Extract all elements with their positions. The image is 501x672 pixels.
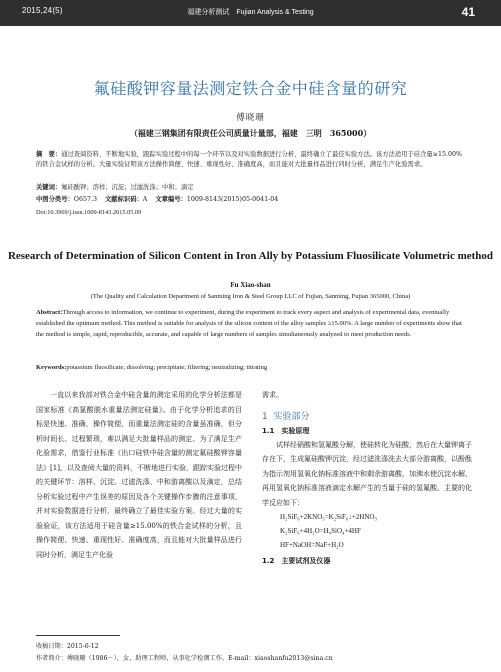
affiliation-en: (The Quality and Calculation Department of Sanming Iron & Steel Group LLC of Fujian, Sanming, Fujian 365000, China)	[90, 293, 411, 300]
author-en: Fu Xiao-shan	[230, 281, 271, 289]
article-no-value: 1009-8143(2015)05-0041-04	[186, 196, 279, 203]
received-date: 收稿日期：2015-6-12	[36, 643, 99, 650]
abstract-en-text: Through access to information, we continue to experiment, during the experiment to track every aspect and analysis of experimental data, eventually established the optimum method. This method is suitable for analysis of the silicon content of the alloy samples ≥15.00%. A large number of experiments show that the method is simple, rapid, reproducible, accurate, and capable of large numbers of samples simultaneously analyzed to meet production needs.	[36, 309, 462, 338]
journal-name: 福建分析测试 Fujian Analysis & Testing	[187, 9, 314, 16]
keywords-cn	[36, 183, 467, 193]
clc-label: 中图分类号：	[36, 196, 74, 203]
clc-value: O657.3	[73, 196, 97, 203]
page-number: 41	[461, 5, 475, 19]
author-cn: 傅晓珊	[236, 113, 265, 123]
equation-3: HF+NaOH=NaF+H₂O	[280, 541, 344, 549]
equation-1: H₂SiF₆+2KNO₃=K₂SiF₆↓+2HNO₃	[280, 513, 377, 521]
article-no-label: 文章编号：	[155, 196, 187, 203]
principle-paragraph: 试样经硝酸和氢氟酸分解，使硅转化为硅酸，然后在大量钾离子存在下，生成氟硅酸钾沉淀，经过滤洗涤洗去大部分游离酸，以酚酞为指示剂用氢氧化钠标准溶液中和剩余游离酸，加沸水使沉淀水解，再用氢氧化钠标准溶液滴定水解产生的当量于硅的氢氟酸。主要的化学反应如下：	[262, 440, 472, 507]
subsection-reagents: 1.2 主要试剂及仪器	[262, 557, 331, 565]
keywords-en-text: potassium fluosilicate; dissolving; precipitate; filtering; neutralizing; titrating	[66, 364, 268, 371]
intro-paragraph: 一直以来我部对铁合金中硅含量的测定采用的化学分析法都是国家标准《高氯酸脱水重量法测定硅量》。由于化学分析追求的目标是快速、准确，操作简便，而重量法测定硅的含量虽准确，但分析时间长、过程繁琐，难以满足大批量样品的测定。为了满足生产化验需求，借鉴行业标准《出口硅铁中硅含量的测定氟硅酸钾容量法》[1]，以及查阅大量的资料，不断地进行实验，跟踪实验过程中的关键环节：溶样、沉淀、过滤洗涤、中和游离酸以及滴定，总结分析实验过程中产生误差的原因及各个关键操作步骤的注意事项，并对实验数据进行分析，最终确立了最佳实验方案。经过大量的实验验证，该方法适用于硅含量≥15.00%的铁合金试样的分析，且操作简便、快速、重现性好、准确度高，而且能对大批量样品进行同时分析，满足生产化验	[36, 391, 242, 559]
abstract-cn-text: 通过查阅资料、不断地实验，跟踪实验过程中的每一个环节以及对实验数据进行分析，最终确立了最佳实验方法。该方法适用于硅含量≥15.00%的铁合金试样的分析。大量实验证明该方法操作简便、快速、重现性好、准确度高，而且能对大批量样品进行同时分析，满足生产化验需求。	[36, 151, 462, 169]
issue-info: 2015,24(5)	[22, 6, 63, 15]
abstract-cn-label: 摘 要：	[36, 151, 62, 158]
doc-code-value: A	[142, 196, 148, 203]
article-title-en: Research of Determination of Silicon Content in Iron Ally by Potassium Fluosilicate Volumetric method	[7, 250, 494, 262]
keywords-en	[36, 362, 467, 373]
keywords-cn-text: 氟硅酸钾；溶样；沉淀；过滤洗涤；中和；滴定	[61, 184, 194, 191]
subsection-principle: 1.1 实验原理	[262, 426, 310, 435]
article-title-cn: 氟硅酸钾容量法测定铁合金中硅含量的研究	[93, 79, 408, 98]
author-note: 作者简介：傅晓珊（1986－），女，助理工程师，从事化学检测工作。E-mail：xiaoshanfu2013@sina.cn	[36, 655, 333, 662]
intro-continuation: 需求。	[262, 391, 283, 399]
section-title: 实验部分	[273, 411, 310, 422]
equation-2: K₂SiF₆+4H₂O=H₄SiO₄+4HF	[280, 527, 361, 535]
right-column	[262, 388, 472, 568]
footnote-divider	[36, 635, 120, 636]
section-heading	[262, 409, 472, 422]
running-header	[0, 0, 501, 26]
keywords-en-label: Keywords:	[36, 364, 67, 371]
abstract-en-label: Abstract:	[36, 309, 63, 316]
abstract-en	[36, 307, 467, 340]
classification-line	[36, 195, 467, 205]
section-number: 1	[262, 411, 268, 422]
doi: Doi:10.3969/j.issn.1009-8143.2015.05.09	[36, 209, 142, 216]
keywords-cn-label: 关键词：	[36, 184, 62, 191]
doc-code-label: 文献标识码：	[105, 196, 143, 203]
abstract-cn	[36, 150, 467, 170]
affiliation-cn: （福建三钢集团有限责任公司质量计量部，福建 三明 365000）	[129, 128, 372, 138]
